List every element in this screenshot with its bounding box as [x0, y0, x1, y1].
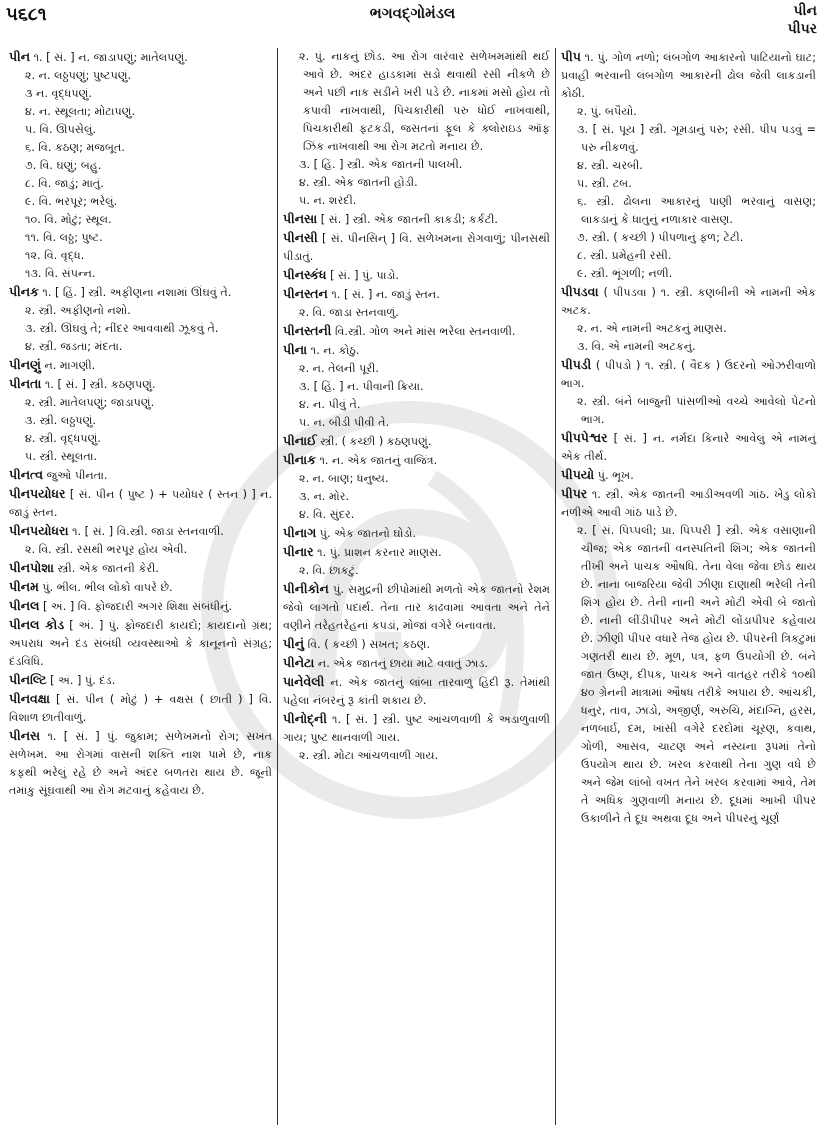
headword: પીનાર	[283, 544, 314, 559]
dictionary-entry	[9, 522, 272, 541]
sense-line: ૨. પું. નાકનું છોડ. આ રોગ વારંવાર સળેખમમાંથી થઈ આવે છે. અંદર હાડકામાં સડો થવાથી રસી નીકળે છે અને પછી નાક સડીને ખરી પડે છે. નાકમાં મસો હોય તો કપાવી નાખવાથી, પિચકારીથી પરુ ધોઈ નાખવાથી, પિચકારીથી ફટકડી, જસતનાં ફૂલ કે ક્લોરાઇડ ઑફ ઝિંક નાખવાથી આ રોગ મટતો મનાય છે.	[299, 50, 550, 153]
definition: જુઓ પીનતા.	[46, 469, 108, 482]
definition: વિ. ( કચ્છી ) સખત; કઠણ.	[307, 638, 431, 651]
sense-line: ૫. વિ. ઊપસેલું.	[25, 123, 96, 136]
sense-line: ૨. પું. બપૈયો.	[577, 105, 637, 118]
sense-line: ૬. સ્ત્રી. ઢોલના આકારનું પાણી ભરવાનું વાસણ; લાકડાનું કે ધાતુનું નળાકાર વાસણ.	[577, 195, 816, 226]
headword: પીપપેશ્વર	[561, 430, 608, 445]
dictionary-entry	[9, 671, 272, 690]
sense-line: ૩. સ્ત્રી. ઊંઘવું તે; નીંદર આવવાથી ઝૂકવું તે.	[25, 322, 219, 335]
sense-line: ૮. સ્ત્રી. પ્રમેહની રસી.	[577, 249, 672, 262]
dictionary-entry	[283, 543, 550, 562]
dictionary-entry	[283, 451, 550, 470]
headword: પીનસા	[283, 211, 318, 226]
columns	[4, 48, 821, 1125]
headword: પીનસ્તન	[283, 286, 328, 301]
definition: ( પીપડવા ) ૧. સ્ત્રી. કણબીની એ નામની એક અટક.	[561, 286, 816, 317]
definition: ( પીપડો ) ૧. સ્ત્રી. ( વૈદક ) ઉદરનો ઓઝરીવાળો ભાગ.	[561, 359, 816, 390]
headword: પીનપયોધરા	[9, 523, 69, 538]
definition: પું. ભીલ. ભીલ લોકો વાપરે છે.	[42, 581, 173, 594]
sense-line: ૬. વિ. કઠણ; મજબૂત.	[25, 141, 125, 154]
sense-line: ૨. સ્ત્રી. અફીણનો નશો.	[25, 304, 131, 317]
definition: ૧. પું. ગોળ નળો; લંબગોળ આકારનો પાટિયાનો ઘાટ; પ્રવાહી ભરવાની લંબગોળ આકારની ઢોલ જેવી લાકડાની કોઠી.	[561, 51, 816, 100]
dictionary-entry	[9, 356, 272, 375]
sense-line: ૫. ન. બીડી પીવી તે.	[299, 416, 390, 429]
sense-line: ૨. સ્ત્રી. મોટા આંચળવાળી ગાય.	[299, 749, 439, 762]
headword: પીનપોશા	[9, 560, 54, 575]
headword: પીપયો	[561, 467, 595, 482]
sense-line: ૪. સ્ત્રી. એક જાતની હોડી.	[299, 176, 418, 189]
sense-line: ૪. સ્ત્રી. જડતા; મંદતા.	[25, 340, 123, 353]
dictionary-entry	[283, 229, 550, 266]
dictionary-entry	[9, 485, 272, 522]
sense-line: ૧૩. વિ. સંપન્ન.	[25, 267, 96, 280]
sense-line: ૨. વિ. સ્ત્રી. રસથી ભરપૂર હોય એવી.	[25, 543, 188, 556]
definition: ન. એક જાતનું છાયા માટે વવાતું ઝાડ.	[317, 657, 489, 670]
definition: [ સં. પીન ( મોટું ) + વક્ષસ ( છાતી ) ] વિ. વિશાળ છાતીવાળું.	[9, 693, 272, 724]
dictionary-entry	[561, 485, 816, 522]
sense-line: ૩. સ્ત્રી. લઠ્ઠપણું.	[25, 414, 96, 427]
definition: [ સં. ] ન. નર્મદા કિનારે આવેલું એ નામનું એક તીર્થ.	[561, 432, 816, 463]
sense-line: ૩. [ હિં. ] ન. પીવાની ક્રિયા.	[299, 380, 424, 393]
dictionary-entry	[283, 635, 550, 654]
definition: [ સં. પીનસિન્ ] વિ. સળેખમના રોગવાળું; પીનસથી પીડાતું.	[283, 232, 550, 263]
definition: સ્ત્રી. ( કચ્છી ) કઠણપણું.	[320, 435, 432, 448]
definition: ૧. [ સં. ] ન. જાડાપણું; માતેલપણું.	[33, 51, 188, 64]
guide-word-last: પીપર	[787, 21, 817, 37]
sense-line: ૪. સ્ત્રી. વૃદ્ધપણું.	[25, 432, 101, 445]
definition: [ સં. પીન ( પુષ્ટ ) + પયોધર ( સ્તન ) ] ન. જાડું સ્તન.	[9, 488, 273, 519]
headword: પીનમ	[9, 579, 39, 594]
headword: પીપર	[561, 486, 588, 501]
dictionary-entry	[283, 285, 550, 304]
sense-line: ૭. વિ. ઘણું; બહુ.	[25, 159, 102, 172]
definition: [ અં. ] પું. દંડ.	[50, 674, 116, 687]
definition: ૧. પું. પ્રાશન કરનાર માણસ.	[317, 546, 442, 559]
sense-line: ૧૨. વિ. વૃદ્ધ.	[25, 249, 85, 262]
dictionary-entry	[283, 710, 550, 747]
dictionary-entry	[561, 283, 816, 320]
column-2	[277, 48, 555, 1125]
dictionary-entry	[283, 580, 550, 635]
sense-line: ૩. વિ. એ નામની અટકનું.	[577, 340, 696, 353]
headword: પીનલ	[9, 598, 40, 613]
headword: પીપડી	[561, 357, 592, 372]
dictionary-entry	[283, 266, 550, 285]
definition: પું. સમુદ્રની છીપોમાંથી મળતો એક જાતનો રેશમ જેવો લાગતો પદાર્થ. તેના તાર કાઢવામાં આવતા અને તેને વણીને તરેહતરેહનાં કપડાં, મોજાં વગેરે બનાવતા.	[283, 583, 551, 632]
column-3	[555, 48, 821, 1125]
headword: પીનત્વ	[9, 467, 44, 482]
definition: ૧. [ સં. ] સ્ત્રી. પુષ્ટ આંચળવાળી કે અડાળુવાળી ગાય; પુષ્ટ થાનવાળી ગાય.	[283, 713, 550, 744]
sense-line: ૫. સ્ત્રી. સ્થૂલતા.	[25, 450, 98, 463]
sense-line: ૨. વિ. છાકટું.	[299, 564, 359, 577]
sense-line: ૩ ન. વૃદ્ધપણું.	[25, 87, 92, 100]
definition: વિ.સ્ત્રી. ગોળ અને માંસ ભરેલા સ્તનવાળી.	[334, 325, 516, 338]
definition: ૧. સ્ત્રી. એક જાતની આડીઅવળી ગાંઠ. ખેડુ લોકો નળીએ આવી ગાંઠ પાડે છે.	[561, 488, 816, 519]
dictionary-entry	[283, 432, 550, 451]
dictionary-entry	[9, 690, 272, 727]
definition: ૧. [ હિં. ] સ્ત્રી. અફીણના નશામાં ઊંઘવું તે.	[42, 286, 232, 299]
sense-line: ૯. સ્ત્રી. ભૂંગળી; નળી.	[577, 267, 673, 280]
sense-line: ૨. વિ. જાડા સ્તનવાળું.	[299, 306, 399, 319]
headword: પીપ	[561, 49, 581, 64]
sense-line: ૩. [ સં. પૂય ] સ્ત્રી. ગૂમડાનું પરુ; રસી. પીપ પડવું = પરુ નીકળવું.	[577, 123, 816, 154]
guide-word-first: પીન	[793, 3, 817, 19]
sense-line: ૯. વિ. ભરપૂર; ભરેલું.	[25, 195, 118, 208]
definition: ૧. [ સં. ] ન. જાડું સ્તન.	[331, 288, 440, 301]
dictionary-entry	[283, 210, 550, 229]
definition: [ અં. ] વિ. ફોજદારી અગર શિક્ષા સંબંધીનું.	[43, 600, 233, 613]
dictionary-entry	[9, 48, 272, 67]
sense-line: ૨. ન. એ નામની અટકનું માણસ.	[577, 322, 727, 335]
dictionary-entry	[283, 341, 550, 360]
headword: પાનેવેલી	[283, 674, 325, 689]
headword: પીન	[9, 49, 31, 64]
headword: પીનસ્તની	[283, 323, 332, 338]
headword: પીના	[283, 342, 308, 357]
sense-line: ૫. ન. શરદી.	[299, 194, 357, 207]
dictionary-entry	[283, 322, 550, 341]
sense-line: ૪. ન. સ્થૂલતા; મોટાપણું.	[25, 105, 136, 118]
sense-line: ૫. સ્ત્રી. ટબ.	[577, 177, 632, 190]
dictionary-entry	[283, 654, 550, 673]
definition: પું. એક જાતનો ઘોડો.	[319, 527, 416, 540]
sense-line: ૨. ન. બાણ; ધનુષ્ય.	[299, 472, 389, 485]
definition: ૧. [ સં. ] પું. જુકામ; સળેખમનો રોગ; સખત સળેખમ. આ રોગમાં વાસની શક્તિ નાશ પામે છે, નાક કફથી ભરેલું રહે છે અને અંદર બળતરા થાય છે. જૂની તમાકુ સૂંઘવાથી આ રોગ મટવાનું કહેવાય છે.	[9, 730, 273, 797]
headword: પીનસ	[9, 728, 41, 743]
definition: [ સં. ] સ્ત્રી. એક જાતની કાકડી; કર્કટી.	[320, 213, 498, 226]
dictionary-entry	[283, 673, 550, 710]
headword: પીનવક્ષા	[9, 691, 50, 706]
dictionary-entry	[9, 616, 272, 671]
definition: ૧. ન. એક જાતનું વાજિંત્ર.	[319, 454, 438, 467]
headword: પીનતા	[9, 376, 42, 391]
dictionary-entry	[9, 283, 272, 302]
dictionary-entry	[9, 578, 272, 597]
dictionary-entry	[561, 48, 816, 103]
definition: [ અં. ] પું. ફોજદારી કાયદો; કાયદાનો ગ્રંથ; અપરાધ અને દંડ સંબંધી વ્યવસ્થાઓ કે કાનૂનનો સંગ્રહ; દંડવિધિ.	[9, 619, 272, 668]
sense-line: ૭. સ્ત્રી. ( કચ્છી ) પીપળાનું ફળ; ટેટી.	[577, 231, 744, 244]
definition: ૧. [ સં. ] વિ.સ્ત્રી. જાડા સ્તનવાળી.	[72, 525, 224, 538]
definition: પું. ભૂખ.	[597, 469, 634, 482]
headword: પીનેટા	[283, 655, 315, 670]
page-title: ભગવદ્ગોમંડલ	[369, 4, 456, 22]
dictionary-entry	[283, 524, 550, 543]
sense-line: ૨. સ્ત્રી. બંને બાજુની પાંસળીઓ વચ્ચે આવેલો પેટનો ભાગ.	[577, 395, 816, 426]
sense-line: ૧૧. વિ. લઠ્ઠ; પુષ્ટ.	[25, 231, 103, 244]
dictionary-entry	[9, 727, 272, 800]
headword: પીપડવા	[561, 284, 599, 299]
sense-line: ૨. ન. લઠ્ઠપણું; પુષ્ટપણું.	[25, 69, 132, 82]
definition: સ્ત્રી. એક જાતની કેરી.	[57, 562, 159, 575]
sense-line: ૮. વિ. જાડું; માતું.	[25, 177, 104, 190]
headword: પીનસી	[283, 230, 318, 245]
dictionary-entry	[9, 375, 272, 394]
headword: પીનપયોધર	[9, 486, 66, 501]
sense-line: ૩. [ હિં. ] સ્ત્રી. એક જાતની પાલખી.	[299, 158, 463, 171]
headword: પીનાઈ	[283, 433, 317, 448]
headword: પીનક	[9, 284, 39, 299]
sense-line: ૩. ન. મોર.	[299, 490, 350, 503]
definition: [ સં. ] પું. પાડો.	[330, 269, 399, 282]
sense-line: ૨. સ્ત્રી. માતેલપણું; જાડાપણું.	[25, 396, 155, 409]
dictionary-entry	[9, 559, 272, 578]
dictionary-entry	[561, 429, 816, 466]
sense-line: ૨. ન. તેલની પૂરી.	[299, 362, 379, 375]
sense-line: ૪. વિ. સુંદર.	[299, 508, 355, 521]
sense-line: ૪. ન. પીવું તે.	[299, 398, 361, 411]
sense-line: ૨. [ સં. પિપ્પલી; પ્રા. પિપ્પરી ] સ્ત્રી. એક વસાણાની ચીજ; એક જાતની વનસ્પતિની શિંગ; એક જાતની તીખી અને પાચક ઔષધિ. તેના વેલા જેવા છોડ થાય છે. નાના બાજરિયા જેવી ઝીણા દાણાથી ભરેલી તેની શિંગ હોય છે. તેની નાની અને મોટી એવી બે જાતો છે. નાની લીંડીપીપર અને મોટી લોંડાપીપર કહેવાય છે. ઝીણી પીપર વધારે તેજ હોય છે. પીપરની ત્રિકટુમાં ગણતરી થાય છે. મૂળ, પત્ર, ફળ ઉપયોગી છે. બંને જાત ઉષ્ણ, દીપક, પાચક અને વાતહર તરીકે ૧૦થી ૪૦ ગ્રેનની માત્રામાં ઔષધ તરીકે અપાય છે. આંચકી, ધનુર, તાવ, ઝાડો, અજીર્ણ, અરુચિ, મંદાગ્નિ, હરસ, નળબાર્ઇ, દમ, ખાંસી વગેરે દરદોમાં ચૂરણ, કવાથ, ગોળી, આસવ, ચાટણ અને નસ્યના રૂપમાં તેનો ઉપયોગ થાય છે. ખરલ કરવાથી તેના ગુણ વધે છે અને જેમ લાંબો વખત તેને ખરલ કરવામાં આવે, તેમ તે અધિક ગુણવાળી મનાય છે. દૂધમાં આખી પીપર ઉકાળીને તે દૂધ અથવા દૂધ અને પીપરનું ચૂર્ણ	[577, 524, 816, 825]
page-number: ૫૬૮૧	[6, 4, 47, 25]
dictionary-entry	[9, 466, 272, 485]
dictionary-entry	[9, 597, 272, 616]
column-1	[4, 48, 277, 1125]
headword: પીનલ કોડ	[9, 617, 65, 632]
sense-line: ૪. સ્ત્રી. ચરબી.	[577, 159, 643, 172]
definition: ન. માગણી.	[44, 359, 96, 372]
headword: પીનોદ્ની	[283, 711, 328, 726]
headword: પીનણું	[9, 357, 41, 372]
guide-words	[788, 2, 817, 38]
headword: પીનાગ	[283, 525, 317, 540]
headword: પીનલ્ટિ	[9, 672, 47, 687]
headword: પીનું	[283, 636, 305, 651]
headword: પીનસ્કંધ	[283, 267, 327, 282]
definition: ૧. ન. કોઠું.	[310, 344, 360, 357]
dictionary-entry	[561, 356, 816, 393]
dictionary-entry	[561, 466, 816, 485]
definition: ૧. [ સં. ] સ્ત્રી. કઠણપણું.	[44, 378, 156, 391]
headword: પીનીકોન	[283, 581, 329, 596]
headword: પીનાક	[283, 452, 316, 467]
definition: ન. એક જાતનું લાંબા તારવાળું હિંદી રૂ. તેમાંથી પહેલા નંબરનું રૂ કાંતી શકાય છે.	[283, 676, 550, 707]
sense-line: ૧૦. વિ. મોટું; સ્થૂલ.	[25, 213, 112, 226]
